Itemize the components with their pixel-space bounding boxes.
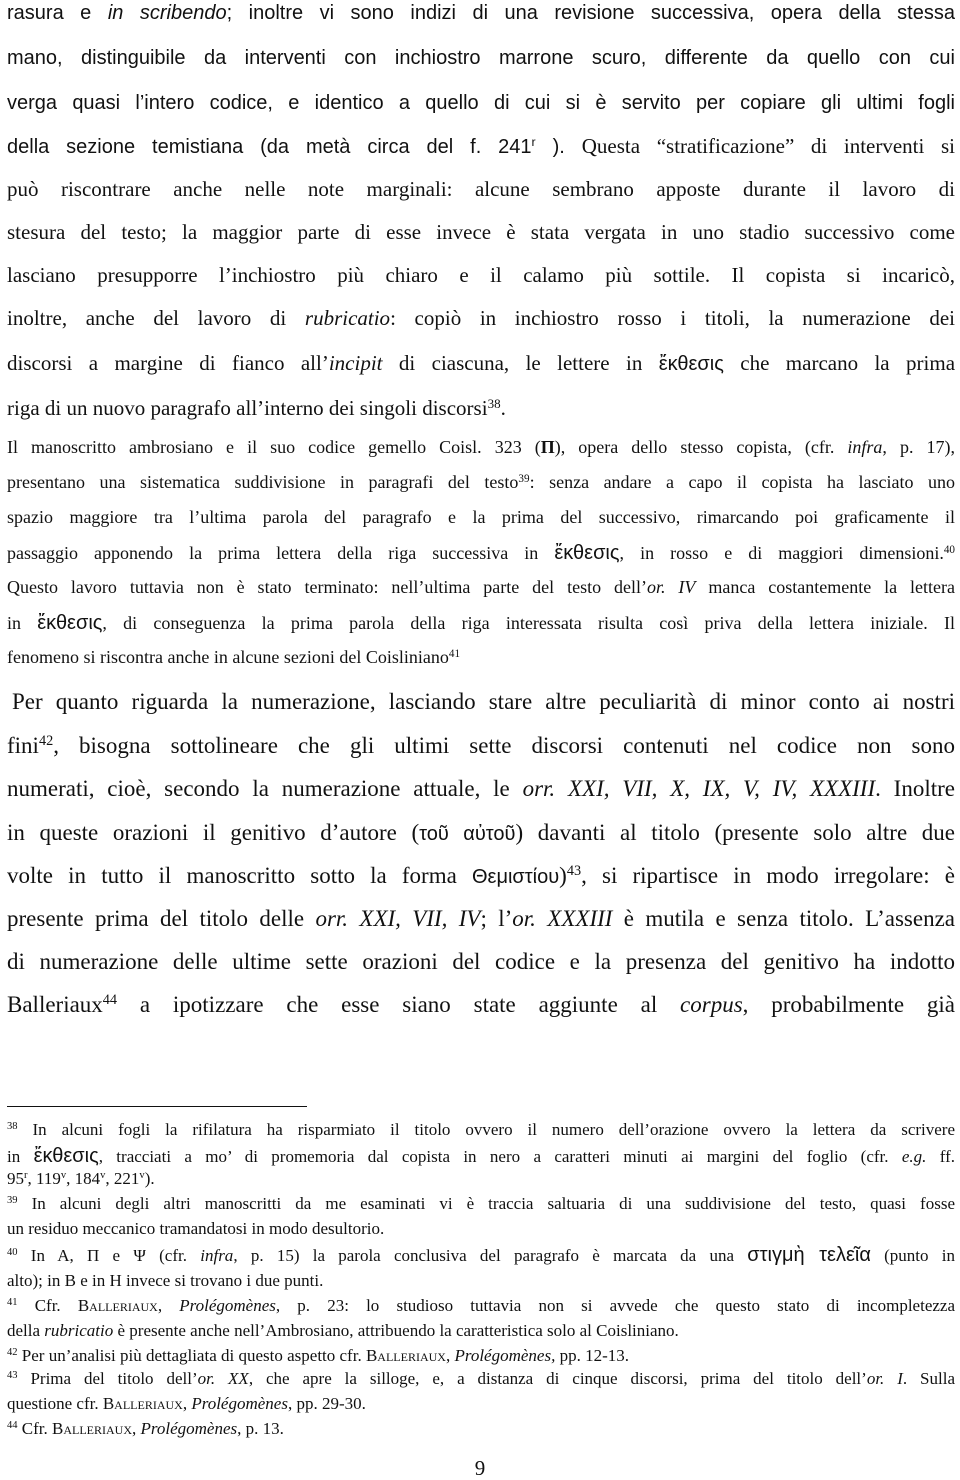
text-run: or. XX [197, 1369, 249, 1388]
text-run: della [7, 1321, 45, 1340]
text-line [7, 907, 955, 930]
text-run: , 184 [66, 1169, 101, 1188]
text-line [7, 1395, 955, 1412]
text-run: discorsi a margine di fianco all’ [7, 351, 329, 375]
text-run: ) [559, 863, 567, 888]
text-run: corpus [680, 992, 743, 1017]
note-reference: 39 [518, 472, 530, 485]
text-run: Prolégomènes [179, 1296, 276, 1315]
text-line [7, 1170, 955, 1187]
note-reference: 41 [448, 647, 461, 660]
text-line [7, 508, 955, 526]
note-reference: 38 [7, 1121, 18, 1133]
text-run: , tracciati a mo’ di promemoria dal copista in nero a caratteri minuti ai margini del foglio (cfr. [98, 1147, 902, 1166]
text-line [7, 734, 955, 757]
text-line [7, 821, 955, 844]
text-line [7, 3, 955, 23]
text-line [7, 1322, 955, 1339]
note-reference: 42 [38, 733, 54, 750]
note-reference: 41 [7, 1297, 18, 1309]
text-line [7, 438, 955, 456]
text-run: ἔκθεσις [554, 542, 620, 564]
note-reference: 38 [487, 395, 501, 411]
text-run: in scribendo [107, 2, 227, 24]
text-run: Balleriaux [365, 1346, 446, 1365]
text-run: Π [540, 437, 555, 457]
text-run: or. XXXIII [512, 906, 613, 931]
text-run: inoltre, anche del lavoro di [7, 306, 305, 330]
text-line [7, 993, 955, 1016]
text-run: manca costantemente la lettera [695, 577, 955, 597]
text-run: può riscontrare anche nelle note marginali: alcune sembrano apposte durante il lavoro di [7, 177, 955, 201]
text-run: . Inoltre [875, 776, 955, 801]
text-line [7, 473, 955, 491]
text-run: in [7, 613, 38, 633]
text-run: numerati, cioè, secondo la numerazione attuale, le [7, 776, 523, 801]
text-run: , 119 [27, 1169, 61, 1188]
text-run: è presente anche nell’Ambrosiano, attribuendo la caratteristica solo al Coisliniano. [113, 1321, 679, 1340]
text-line [7, 613, 955, 633]
text-run: ἔκθεσις [33, 1145, 99, 1167]
text-run: Balleriaux [77, 1296, 158, 1315]
text-run: , [445, 1346, 455, 1365]
text-line [7, 777, 955, 800]
text-run: infra [200, 1246, 234, 1265]
text-line [7, 578, 955, 596]
text-line [7, 179, 955, 200]
text-run: ; inoltre vi sono indizi di una revisione successiva, opera della stessa [226, 2, 955, 24]
text-run: τοῦ αὐτοῦ [419, 823, 516, 845]
text-run: , p. 13. [237, 1419, 284, 1438]
text-run: e.g. [901, 1147, 927, 1166]
text-run: : senza andare a capo il copista ha lasciato uno [529, 472, 955, 492]
text-run: di numerazione delle ultime sette orazioni del codice e la presenza del genitivo ha indotto [7, 949, 955, 974]
text-run: Θεμιστίου [471, 866, 560, 888]
text-run: (punto in [870, 1246, 955, 1265]
text-line [7, 93, 955, 113]
text-run: . [500, 396, 506, 420]
text-run: In A, Π e Ψ (cfr. [17, 1246, 201, 1265]
text-line [7, 1195, 955, 1212]
text-run: : copiò in inchiostro rosso i titoli, la numerazione dei [390, 306, 956, 330]
text-run: or. IV [647, 577, 696, 597]
text-run: infra [847, 437, 883, 457]
text-run: Prolégomènes, [454, 1346, 556, 1365]
text-line [7, 1146, 955, 1166]
text-line [7, 543, 955, 563]
text-run: incipit [328, 351, 383, 375]
text-run: , [132, 1419, 141, 1438]
text-run: , probabilmente già [742, 992, 955, 1017]
note-reference: 40 [943, 543, 955, 556]
text-run: Per quanto riguarda la numerazione, lasciando stare altre peculiarità di minor conto ai nostri [12, 689, 955, 714]
text-line [12, 690, 955, 713]
text-run: ἔκθεσις [658, 353, 724, 375]
text-run: mano, distinguibile da interventi con inchiostro marrone scuro, differente da quello con cui [7, 47, 955, 69]
text-run: della sezione temistiana (da metà circa del f. 241 [7, 136, 532, 158]
text-run: spazio maggiore tra l’ultima parola del paragrafo e la prima del successivo, rimarcando poi graficamente il [7, 507, 955, 527]
text-line [7, 1121, 955, 1138]
note-reference: 43 [566, 863, 582, 880]
page-number: 9 [474, 1456, 486, 1480]
note-reference: 44 [102, 992, 118, 1009]
note-reference: v [60, 1170, 67, 1182]
text-run: ), opera dello stesso copista, (cfr. [554, 437, 848, 457]
text-line [7, 222, 955, 243]
text-line [7, 395, 955, 420]
text-run: , p. 15) la parola conclusiva del paragrafo è marcata da una [233, 1246, 748, 1265]
footnote-separator [7, 1106, 307, 1107]
note-reference: r [531, 135, 536, 150]
text-run: , p. 23: lo studioso tuttavia non si avvede che questo stato di incompletezza [275, 1296, 955, 1315]
text-line [7, 1220, 955, 1237]
text-run: Cfr. [17, 1419, 53, 1438]
text-run: In alcuni fogli la rifilatura ha risparmiato il titolo ovvero il numero dell’orazione ovvero la lettera da scrivere [17, 1120, 955, 1139]
note-reference: 42 [7, 1347, 18, 1359]
text-line [7, 864, 955, 887]
text-run: ; l’ [480, 906, 513, 931]
text-run: Balleriaux [7, 992, 103, 1017]
text-run: , in rosso e di maggiori dimensioni. [619, 543, 944, 563]
text-run: in [7, 1147, 34, 1166]
text-line [7, 1420, 955, 1437]
text-line [7, 1245, 955, 1265]
text-run: presentano una sistematica suddivisione in paragrafi del testo [7, 472, 519, 492]
text-run: Il manoscritto ambrosiano e il suo codice gemello Coisl. 323 ( [7, 437, 541, 457]
text-run: ). [144, 1169, 155, 1188]
text-run: , p. 17), [882, 437, 955, 457]
text-run: Prolégomènes [191, 1394, 288, 1413]
text-run: presente prima del titolo delle [7, 906, 316, 931]
text-line [7, 265, 955, 286]
text-run: Prolégomènes [140, 1419, 238, 1438]
text-run: orr. XXI, VII, IV [315, 906, 481, 931]
text-line [7, 1272, 955, 1289]
text-run: ) davanti al titolo (presente solo altre due [515, 820, 955, 845]
text-line [7, 950, 955, 973]
text-run: Balleriaux [102, 1394, 183, 1413]
text-run: στιγμὴ τελεῖα [747, 1244, 871, 1266]
note-reference: v [139, 1170, 145, 1182]
text-line [7, 1297, 955, 1314]
text-run: lasciano presupporre l’inchiostro più chiaro e il calamo più sottile. Il copista si incaricò, [7, 263, 955, 287]
text-run: rubricatio [304, 306, 391, 330]
text-line [7, 648, 955, 666]
note-reference: 39 [7, 1195, 18, 1207]
text-run: fenomeno si riscontra anche in alcune sezioni del Coisliniano [7, 647, 449, 667]
text-line [7, 353, 955, 374]
text-line [7, 1370, 955, 1387]
text-run: stesura del testo; la maggior parte di esse invece è stata vergata in uno stadio successivo come [7, 220, 955, 244]
text-run: , [182, 1394, 192, 1413]
note-reference: 44 [7, 1420, 18, 1432]
text-run: rubricatio [44, 1321, 114, 1340]
text-run: di ciascuna, le lettere in [382, 351, 659, 375]
text-run: fini [7, 733, 39, 758]
text-run: Questa “stratificazione” di interventi si [581, 134, 955, 158]
text-run: 95 [7, 1169, 24, 1188]
text-line [7, 1347, 955, 1364]
text-run: Cfr. [17, 1296, 78, 1315]
text-run: in queste orazioni il genitivo d’autore ( [7, 820, 420, 845]
text-run: riga di un nuovo paragrafo all’interno dei singoli discorsi [7, 396, 488, 420]
text-run: verga quasi l’intero codice, e identico a quello di cui si è servito per copiare gli ultimi fogli [7, 92, 955, 114]
text-run: passaggio apponendo la prima lettera della riga successiva in [7, 543, 555, 563]
text-run: è mutila e senza titolo. L’assenza [612, 906, 955, 931]
text-run: ff. [926, 1147, 955, 1166]
text-run: Questo lavoro tuttavia non è stato terminato: nell’ultima parte del testo dell’ [7, 577, 647, 597]
note-reference: r [24, 1170, 28, 1182]
text-run: rasura e [7, 2, 108, 24]
text-run: orr. XXI, VII, X, IX, V, IV, XXXIII [522, 776, 876, 801]
text-run: che marcano la prima [723, 351, 956, 375]
text-line [7, 136, 955, 157]
text-run: , bisogna sottolineare che gli ultimi sette discorsi contenuti nel codice non sono [53, 733, 955, 758]
text-run: , [157, 1296, 180, 1315]
text-run: , di conseguenza la prima parola della riga interessata risulta così priva della lettera iniziale. Il [102, 613, 955, 633]
text-run: ἔκθεσις [37, 612, 103, 634]
text-line [7, 308, 955, 329]
text-run: , che apre la silloge, e, a distanza di cinque discorsi, prima del titolo dell’ [248, 1369, 867, 1388]
text-run: , 221 [105, 1169, 140, 1188]
text-run: a ipotizzare che esse siano state aggiunte al [117, 992, 681, 1017]
note-reference: 40 [7, 1247, 18, 1259]
text-run: . Sulla [902, 1369, 955, 1388]
text-run: alto); in B e in H invece si trovano i due punti. [7, 1271, 324, 1290]
text-run: , si ripartisce in modo irregolare: è [581, 863, 955, 888]
text-run: Per un’analisi più dettagliata di questo aspetto cfr. [17, 1346, 366, 1365]
text-run: ). [535, 136, 582, 158]
text-run: volte in tutto il manoscritto sotto la forma [7, 863, 472, 888]
text-run: questione cfr. [7, 1394, 103, 1413]
text-run: pp. 12-13. [555, 1346, 629, 1365]
text-run: Prima del titolo dell’ [17, 1369, 198, 1388]
text-run: un residuo meccanico tramandatosi in modo desultorio. [7, 1219, 385, 1238]
text-run: In alcuni degli altri manoscritti da me esaminati vi è traccia saltuaria di una suddivisione del testo, quasi fosse [17, 1194, 955, 1213]
text-line [7, 48, 955, 68]
note-reference: 43 [7, 1370, 18, 1382]
text-run: or. I [866, 1369, 903, 1388]
note-reference: v [100, 1170, 106, 1182]
text-run: , pp. 29-30. [287, 1394, 366, 1413]
text-run: Balleriaux [52, 1419, 133, 1438]
